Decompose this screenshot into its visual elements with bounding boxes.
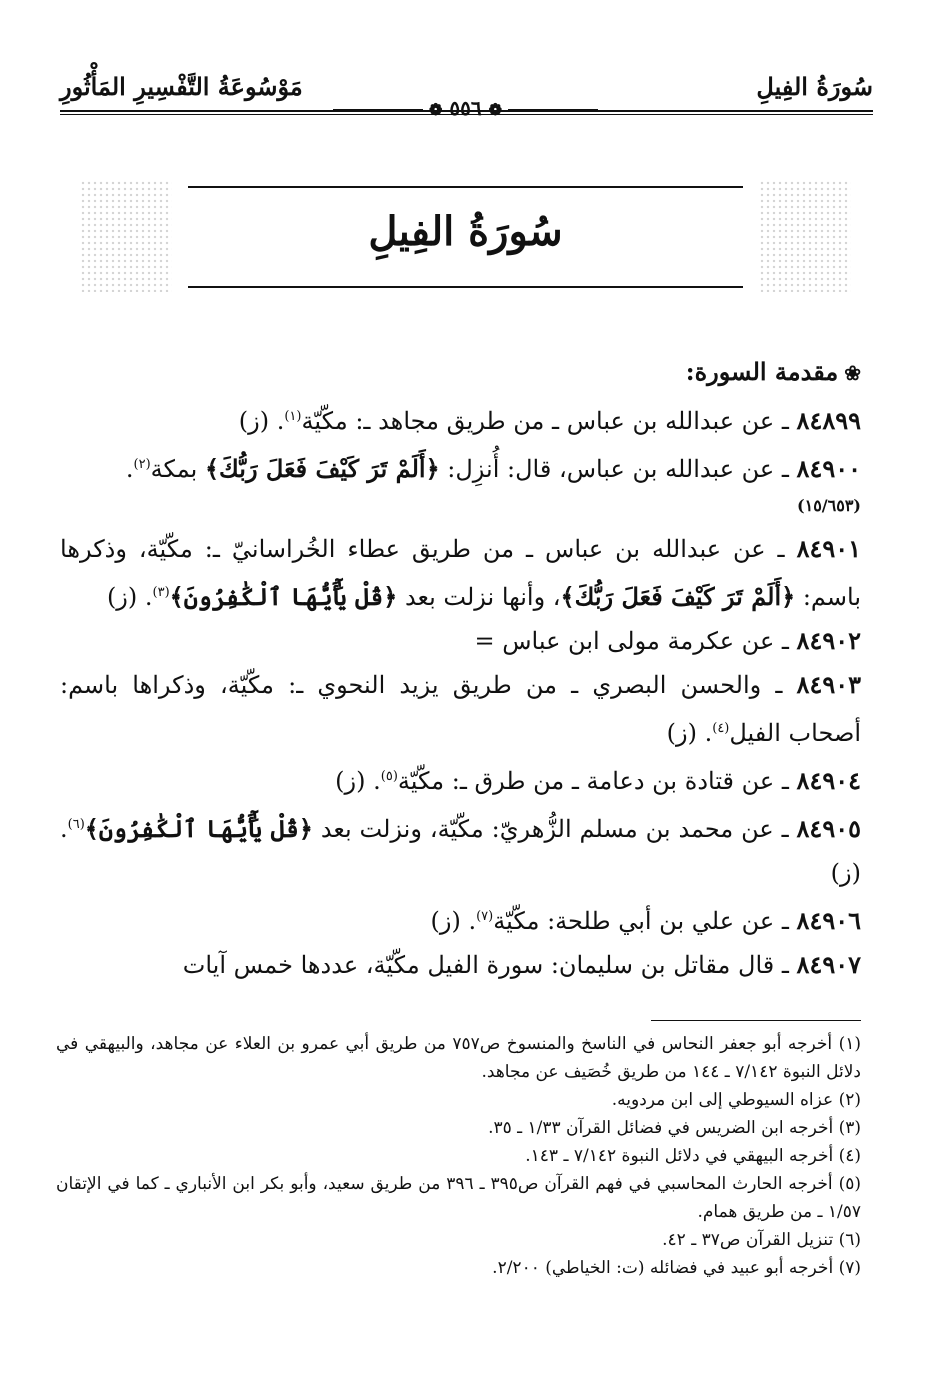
footnote: (٣) أخرجه ابن الضريس في فضائل القرآن ١/٣٣ ـ ٣٥. — [488, 1118, 861, 1138]
footnote: (٦) تنزيل القرآن ص٣٧ ـ ٤٢. — [662, 1230, 861, 1250]
banner-rule-bottom — [188, 286, 743, 288]
narration-entry: ٨٤٨٩٩ ـ عن عبدالله بن عباس ـ من طريق مجاهد ـ: مكّيّة$^{(١)}$. (ز) — [238, 406, 861, 435]
flower-icon: ❀ — [844, 361, 861, 385]
narration-entry: ٨٤٩٠٣ ـ والحسن البصري ـ من طريق يزيد النحوي ـ: مكّيّة، وذكراها باسم: أصحاب الفيل$^{(٤)}$. (ز) — [60, 670, 861, 747]
quran-verse: ﴿أَلَمْ تَرَ كَيْفَ فَعَلَ رَبُّكَ﴾ — [560, 582, 796, 611]
footnote: (٤) أخرجه البيهقي في دلائل النبوة ٧/١٤٢ ـ ١٤٣. — [525, 1146, 861, 1166]
volume-reference: (١٥/٦٥٣) — [797, 496, 861, 515]
quran-verse: ﴿قُلْ يَٰٓأَيُّهَا ٱلْكَٰفِرُونَ﴾ — [169, 582, 398, 611]
running-book-title: مَوْسُوعَةُ التَّفْسِيرِ المَأْثُورِ — [60, 72, 303, 101]
section-heading: ❀مقدمة السورة: — [685, 357, 861, 386]
page-number-line — [0, 96, 931, 120]
surah-banner — [80, 180, 851, 292]
surah-title: سُورَةُ الفِيلِ — [368, 208, 563, 255]
ornament-line — [508, 109, 598, 111]
narration-entry: ٨٤٩٠٤ ـ عن قتادة بن دعامة ـ من طرق ـ: مكّيّة$^{(٥)}$. (ز) — [335, 766, 861, 795]
ornament-icon: ❁ — [488, 100, 502, 119]
footnote: (٢) عزاه السيوطي إلى ابن مردويه. — [611, 1090, 861, 1110]
banner-rule-top — [188, 186, 743, 188]
footnote: (٥) أخرجه الحارث المحاسبي في فهم القرآن ص٣٩٥ ـ ٣٩٦ من طريق سعيد، وأبو بكر ابن الأنباري ـ كما في الإتقان ١/٥٧ ـ من طريق همام. — [56, 1174, 862, 1222]
ornament-icon: ❁ — [429, 100, 443, 119]
narration-entry: ٨٤٩٠٦ ـ عن علي بن أبي طلحة: مكّيّة$^{(٧)}$. (ز) — [430, 906, 861, 935]
narration-entry: ٨٤٩٠١ ـ عن عبدالله بن عباس ـ من طريق عطاء الخُراسانيّ ـ: مكّيّة، وذكرها باسم: ﴿أَلَمْ تَرَ كَيْفَ فَعَلَ رَبُّكَ﴾، وأنها نزلت بعد ﴿قُلْ يَٰٓأَيُّهَا ٱلْكَٰفِرُونَ﴾$^{(٣)}$. (ز) — [60, 534, 862, 611]
footnote: (٧) أخرجه أبو عبيد في فضائله (ت: الخياطي) ٢/٢٠٠. — [492, 1258, 861, 1278]
narration-entry: ٨٤٩٠٧ ـ قال مقاتل بن سليمان: سورة الفيل مكّيّة، عددها خمس آيات — [182, 950, 861, 979]
narration-entry: ٨٤٩٠٥ ـ عن محمد بن مسلم الزُّهريّ: مكّيّة، ونزلت بعد ﴿قُلْ يَٰٓأَيُّهَا ٱلْكَٰفِرُونَ﴾$^{(٦)}$. (ز) — [60, 814, 861, 887]
narration-entry: ٨٤٩٠٠ ـ عن عبدالله بن عباس، قال: أُنزِل: ﴿أَلَمْ تَرَ كَيْفَ فَعَلَ رَبُّكَ﴾ بمكة$^{(٢)}$. (١٥/٦٥٣) — [60, 443, 861, 521]
footnotes — [56, 1030, 861, 1282]
footnote: (١) أخرجه أبو جعفر النحاس في الناسخ والمنسوخ ص٧٥٧ من طريق أبي عمرو بن العلاء عن مجاهد، والبيهقي في دلائل النبوة ٧/١٤٢ ـ ١٤٤ من طريق خُصَيف عن مجاهد. — [56, 1034, 862, 1082]
ornament-line — [333, 109, 423, 111]
quran-verse: ﴿قُلْ يَٰٓأَيُّهَا ٱلْكَٰفِرُونَ﴾ — [84, 814, 313, 843]
footnote-separator — [651, 1020, 861, 1021]
narration-entry: ٨٤٩٠٢ ـ عن عكرمة مولى ابن عباس = — [474, 626, 861, 655]
quran-verse: ﴿أَلَمْ تَرَ كَيْفَ فَعَلَ رَبُّكَ﴾ — [204, 454, 440, 483]
main-text — [60, 350, 861, 987]
page-number: ٥٥٦ — [449, 96, 482, 120]
running-surah-title: سُورَةُ الفِيلِ — [756, 72, 873, 101]
